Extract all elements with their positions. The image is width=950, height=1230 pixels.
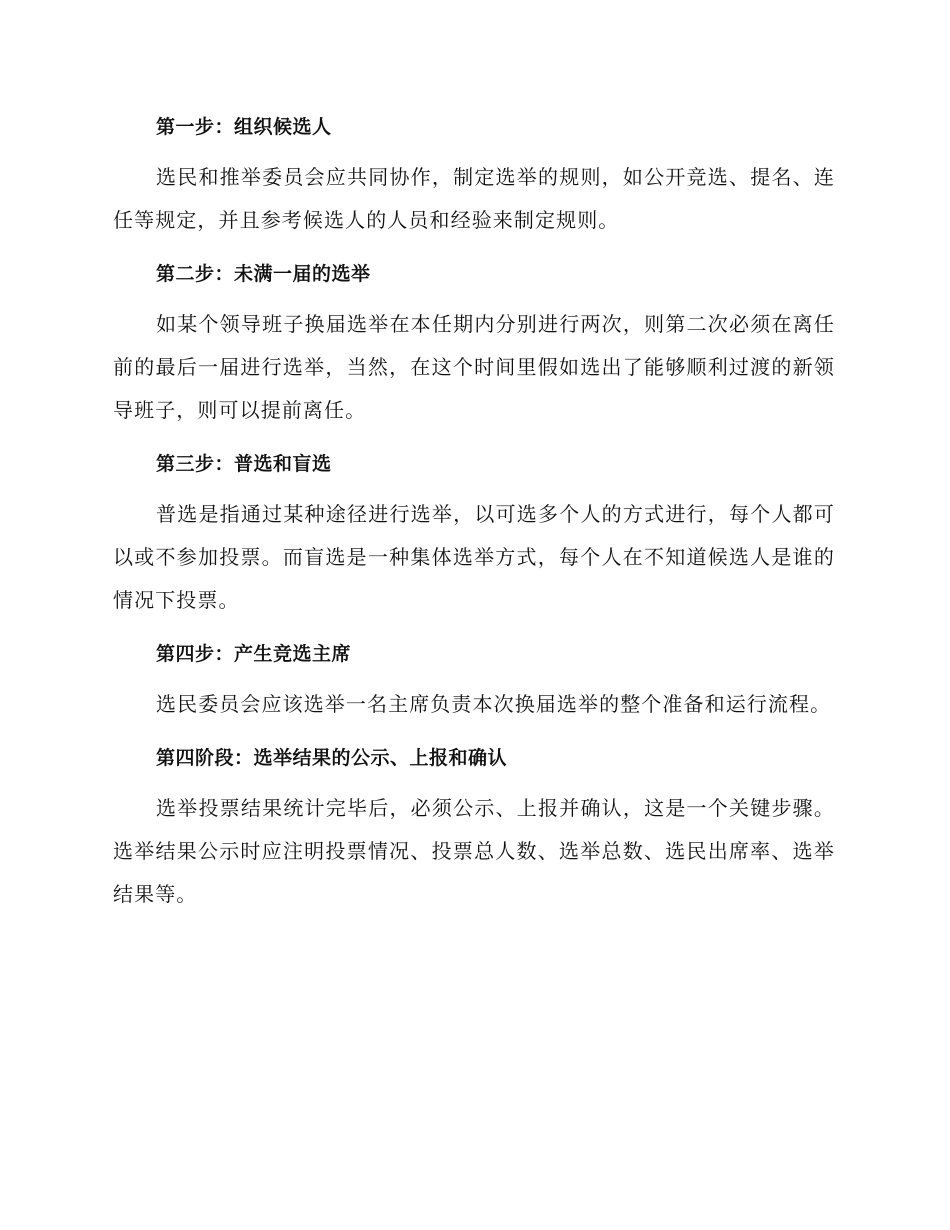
section-paragraph-stage-4: 选举投票结果统计完毕后，必须公示、上报并确认，这是一个关键步骤。选举结果公示时应注明投票情况、投票总人数、选举总数、选民出席率、选举结果等。 [113,796,835,906]
section-heading-stage-4: 第四阶段：选举结果的公示、上报和确认 [156,747,508,769]
document-body [113,107,835,928]
section-heading-step-2: 第二步：未满一届的选举 [156,263,371,285]
section-paragraph-step-2: 如某个领导班子换届选举在本任期内分别进行两次，则第二次必须在离任前的最后一届进行选举，当然，在这个时间里假如选出了能够顺利过渡的新领导班子，则可以提前离任。 [113,312,835,422]
section-heading-step-4: 第四步：产生竞选主席 [156,643,352,665]
section-paragraph-step-3: 普选是指通过某种途径进行选举，以可选多个人的方式进行，每个人都可以或不参加投票。而盲选是一种集体选举方式，每个人在不知道候选人是谁的情况下投票。 [113,502,835,612]
section-heading-step-3: 第三步：普选和盲选 [156,453,332,475]
section-paragraph-step-1: 选民和推举委员会应共同协作，制定选举的规则，如公开竞选、提名、连任等规定，并且参考候选人的人员和经验来制定规则。 [113,165,835,232]
section-heading-step-1: 第一步：组织候选人 [156,116,332,138]
section-paragraph-step-4: 选民委员会应该选举一名主席负责本次换届选举的整个准备和运行流程。 [156,692,832,716]
